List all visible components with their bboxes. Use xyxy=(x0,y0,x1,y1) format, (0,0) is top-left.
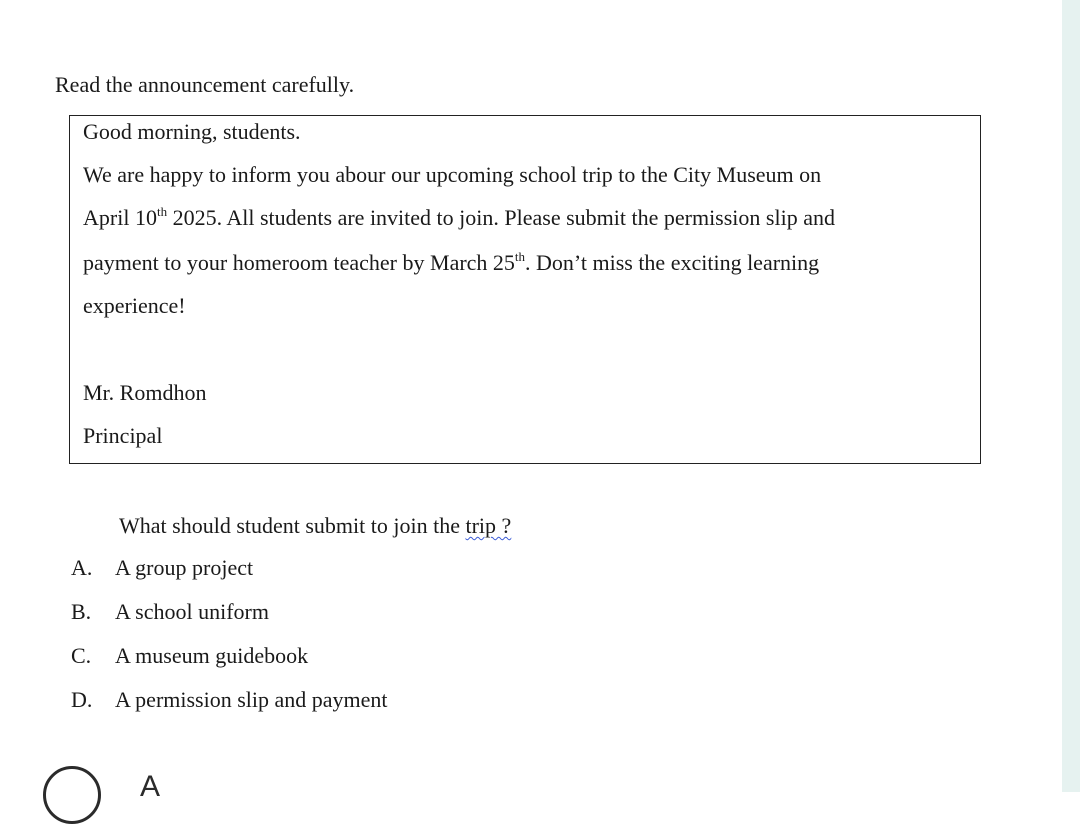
option-d xyxy=(71,685,388,715)
option-text: A permission slip and payment xyxy=(115,687,388,712)
option-text: A museum guidebook xyxy=(115,643,309,668)
option-letter: A. xyxy=(71,555,93,580)
announcement-date-text: April 10 xyxy=(83,205,157,230)
instruction-text: Read the announcement carefully. xyxy=(55,72,355,97)
announcement-deadline-text: payment to your homeroom teacher by March 25 xyxy=(83,250,515,275)
announcement-line-2-rest: 2025. All students are invited to join. Please submit the permission slip and xyxy=(167,205,835,230)
option-text: A group project xyxy=(115,555,254,580)
announcement-line-3 xyxy=(83,249,819,277)
announcement-line-2 xyxy=(83,204,835,232)
announcement-line-1: We are happy to inform you abour our upcoming school trip to the City Museum on xyxy=(83,162,822,187)
answer-radio-button[interactable] xyxy=(43,766,101,824)
option-text: A school uniform xyxy=(115,599,269,624)
announcement-greeting: Good morning, students. xyxy=(83,119,301,144)
spellcheck-flagged-word: trip ? xyxy=(465,513,512,538)
option-letter: B. xyxy=(71,599,92,624)
ordinal-suffix: th xyxy=(514,248,526,264)
side-panel-edge xyxy=(1062,0,1080,792)
answer-choice-label[interactable]: A xyxy=(140,770,161,803)
option-a xyxy=(71,553,253,583)
announcement-box xyxy=(69,115,981,464)
question-main: What should student submit to join the xyxy=(119,513,466,538)
announcement-line-3-rest: . Don’t miss the exciting learning xyxy=(525,250,820,275)
option-b xyxy=(71,597,269,627)
signature-title: Principal xyxy=(83,423,163,448)
option-letter: D. xyxy=(71,687,93,712)
question-text xyxy=(119,511,511,541)
option-c xyxy=(71,641,308,671)
signature-name: Mr. Romdhon xyxy=(83,380,207,405)
announcement-line-4: experience! xyxy=(83,293,186,318)
ordinal-suffix: th xyxy=(156,203,168,219)
option-letter: C. xyxy=(71,643,92,668)
